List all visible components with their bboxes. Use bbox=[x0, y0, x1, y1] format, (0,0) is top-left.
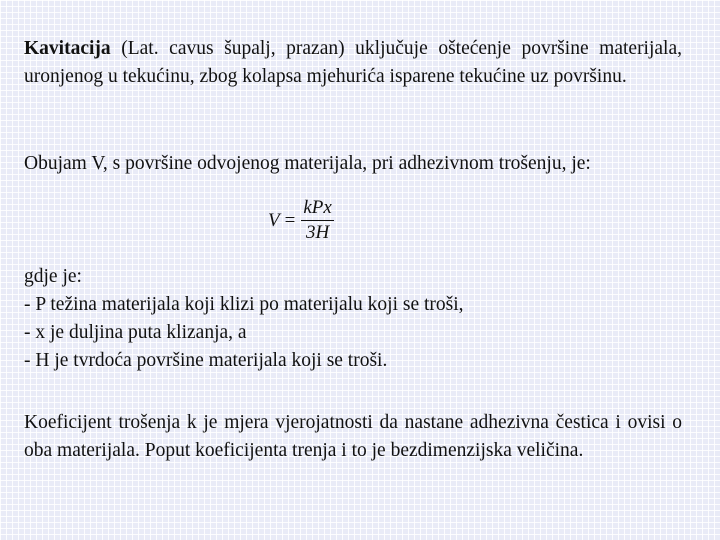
definition-item: - P težina materijala koji klizi po materijalu koji se troši, bbox=[24, 294, 464, 315]
formula-numerator: kPx bbox=[301, 197, 333, 221]
cavitation-definition: (Lat. cavus šupalj, prazan) uključuje oštećenje površine materijala, uronjenog u tekućinu, zbog kolapsa mjehurića isparene tekućine uz površinu. bbox=[24, 38, 682, 87]
formula-fraction bbox=[301, 197, 333, 244]
volume-paragraph: Obujam V, s površine odvojenog materijala, pri adhezivnom trošenju, je: bbox=[24, 153, 591, 174]
definition-item: - H je tvrdoća površine materijala koji se troši. bbox=[24, 350, 388, 371]
formula-lhs: V bbox=[268, 209, 280, 231]
definition-item: - x je duljina puta klizanja, a bbox=[24, 322, 247, 343]
formula-equals: = bbox=[284, 209, 296, 231]
coefficient-paragraph: Koeficijent trošenja k je mjera vjerojatnosti da nastane adhezivna čestica i ovisi o oba materijala. Poput koeficijenta trenja i to je bezdimenzijska veličina. bbox=[24, 412, 682, 461]
wear-volume-formula bbox=[268, 197, 334, 244]
formula-denominator: 3H bbox=[305, 222, 330, 243]
definitions-heading: gdje je: bbox=[24, 266, 82, 287]
definitions-list bbox=[24, 263, 682, 375]
cavitation-term: Kavitacija bbox=[24, 38, 111, 59]
cavitation-paragraph bbox=[24, 35, 682, 91]
